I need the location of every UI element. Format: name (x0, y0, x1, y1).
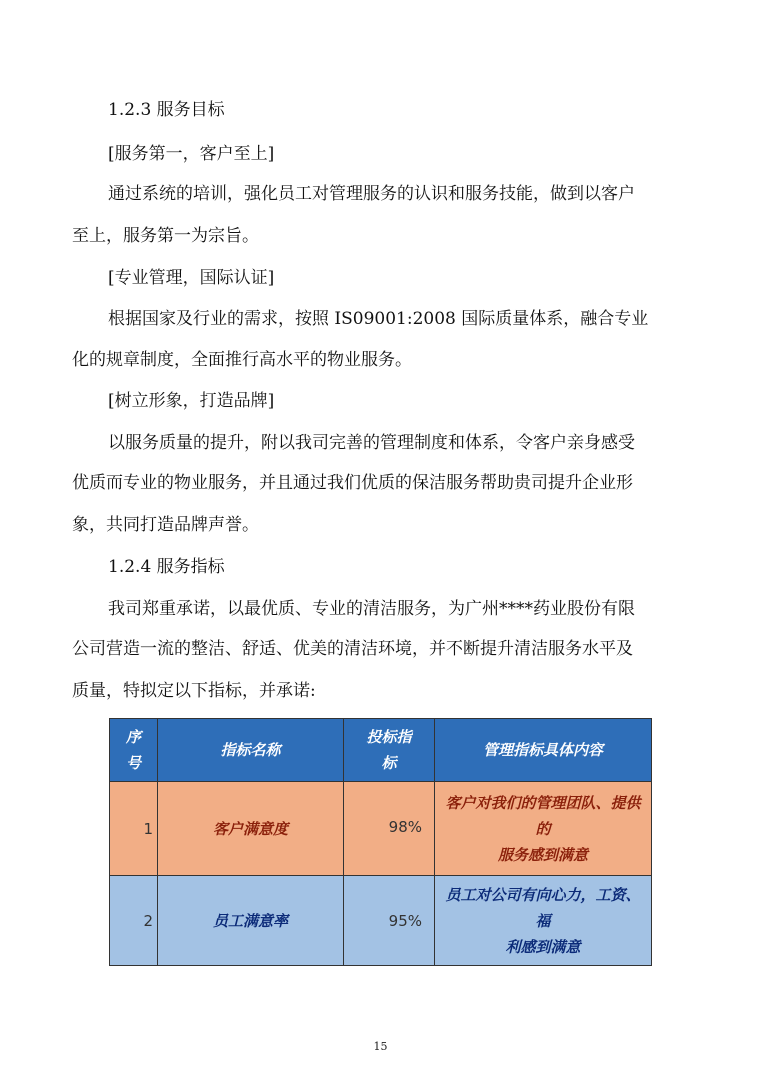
page-number: 15 (373, 1040, 388, 1053)
table-row (110, 875, 651, 965)
subheading-professional-management: [专业管理，国际认证] (108, 268, 275, 288)
row-content-line3: 利感到满意 (505, 937, 581, 956)
row-content-line2: 的 (535, 819, 551, 838)
subheading-brand-image: [树立形象，打造品牌] (108, 391, 275, 411)
row-content-line1: 客户对我们的管理团队、提供 (445, 793, 641, 812)
header-seq-line2: 号 (125, 754, 141, 772)
header-target (344, 719, 435, 781)
row-seq: 2 (110, 876, 158, 965)
row-indicator-name: 员工满意率 (158, 876, 344, 965)
paragraph-line: 我司郑重承诺，以最优质、专业的清洁服务，为广州****药业股份有限 (108, 599, 635, 619)
section-heading-1-2-4: 1.2.4 服务指标 (108, 557, 225, 577)
header-seq (110, 719, 158, 781)
row-content (435, 876, 651, 965)
header-target-line1: 投标指 (366, 728, 412, 746)
paragraph-line: 化的规章制度，全面推行高水平的物业服务。 (72, 350, 412, 370)
row-content-line3: 服务感到满意 (497, 845, 588, 864)
header-content: 管理指标具体内容 (482, 741, 603, 759)
paragraph-line: 通过系统的培训，强化员工对管理服务的认识和服务技能，做到以客户 (108, 184, 635, 204)
header-seq-line1: 序 (125, 728, 141, 746)
paragraph-line: 以服务质量的提升，附以我司完善的管理制度和体系，令客户亲身感受 (108, 433, 635, 453)
row-content-line1: 员工对公司有向心力，工资、 (445, 885, 641, 904)
header-target-line2: 标 (381, 754, 397, 772)
header-name: 指标名称 (158, 719, 344, 781)
paragraph-line: 质量，特拟定以下指标，并承诺: (72, 681, 316, 701)
section-heading-1-2-3: 1.2.3 服务目标 (108, 100, 225, 120)
paragraph-line: 象，共同打造品牌声誉。 (72, 515, 259, 535)
row-content (435, 782, 651, 875)
paragraph-line: 优质而专业的物业服务，并且通过我们优质的保洁服务帮助贵司提升企业形 (72, 473, 633, 493)
table-header-row (110, 719, 651, 781)
row-target-value: 95% (344, 876, 435, 965)
table-row (110, 781, 651, 875)
paragraph-line: 根据国家及行业的需求，按照 IS09001:2008 国际质量体系，融合专业 (108, 309, 649, 329)
row-seq: 1 (110, 782, 158, 875)
paragraph-line: 公司营造一流的整洁、舒适、优美的清洁环境，并不断提升清洁服务水平及 (72, 639, 633, 659)
paragraph-line: 至上，服务第一为宗旨。 (72, 226, 259, 246)
row-indicator-name: 客户满意度 (158, 782, 344, 875)
row-content-line2: 福 (535, 911, 551, 930)
subheading-customer-first: [服务第一，客户至上] (108, 144, 275, 164)
row-target-value: 98% (344, 782, 435, 875)
service-indicator-table (109, 718, 652, 966)
